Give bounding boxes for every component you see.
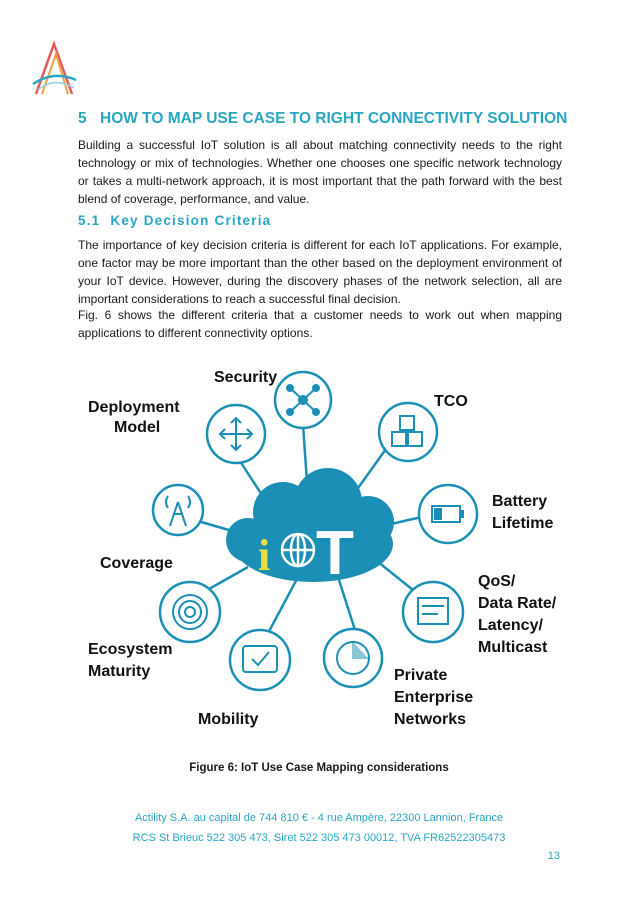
section-number: 5 [78,110,87,127]
section-title: HOW TO MAP USE CASE TO RIGHT CONNECTIVITY SOLUTION [100,110,568,127]
footer-address: Actility S.A. au capital de 744 810 € - 4 rue Ampère, 22300 Lannion, France [134,812,504,824]
label-ecosystem-line1: Ecosystem [88,641,173,658]
coverage-circle [153,485,203,535]
label-private-line2: Enterprise [394,689,474,706]
figure-reference-paragraph: Fig. 6 shows the different criteria that a customer needs to work out when mapping applications to different connectivity options. [78,308,562,340]
globe-icon [282,534,314,566]
ecosystem-maturity-circle [160,582,220,642]
label-battery-line1: Battery [492,493,548,510]
section-heading [78,110,567,128]
iot-letter-t: T [316,519,354,588]
company-logo-icon [30,40,78,96]
label-deployment-line1: Deployment [88,399,180,416]
label-mobility: Mobility [198,711,259,728]
subsection-heading [78,213,271,228]
criteria-paragraph: The importance of key decision criteria is different for each IoT applications. For example, one factor may be more important than the other based on the deployment environment of your IoT device. However, during the discovery phases of the network selection, all are important considerations to reach a successful final decision. [78,238,562,306]
label-deployment-line2: Model [114,419,161,436]
label-qos-line2: Data Rate/ [478,595,557,612]
label-private-line1: Private [394,667,448,684]
battery-lifetime-circle [419,485,477,543]
mobility-circle [230,630,290,690]
label-security: Security [214,369,278,386]
iot-criteria-diagram [78,362,578,742]
section-intro-paragraph: Building a successful IoT solution is all about matching connectivity needs to the right technology or mix of technologies. Whether one chooses one specific network technology or takes a multi-network approach, it is most important that the path forward with the best blend of coverage, performance, and value. [78,138,562,206]
label-private-line3: Networks [394,711,467,728]
label-battery-line2: Lifetime [492,515,554,532]
footer-registration: RCS St Brieuc 522 305 473, Siret 522 305 473 00012, TVA FR62522305473 [132,832,506,844]
iot-letter-i: i [258,531,271,580]
label-coverage: Coverage [100,555,173,572]
label-ecosystem-line2: Maturity [88,663,151,680]
label-tco: TCO [434,393,468,410]
iot-cloud [226,468,394,588]
label-qos-line4: Multicast [478,639,548,656]
qos-circle [403,582,463,642]
figure-caption: Figure 6: IoT Use Case Mapping considerations [189,762,449,774]
label-qos-line1: QoS/ [478,573,516,590]
subsection-number: 5.1 [78,213,101,228]
page-number: 13 [547,850,560,862]
subsection-title: Key Decision Criteria [110,213,272,228]
label-qos-line3: Latency/ [478,617,543,634]
